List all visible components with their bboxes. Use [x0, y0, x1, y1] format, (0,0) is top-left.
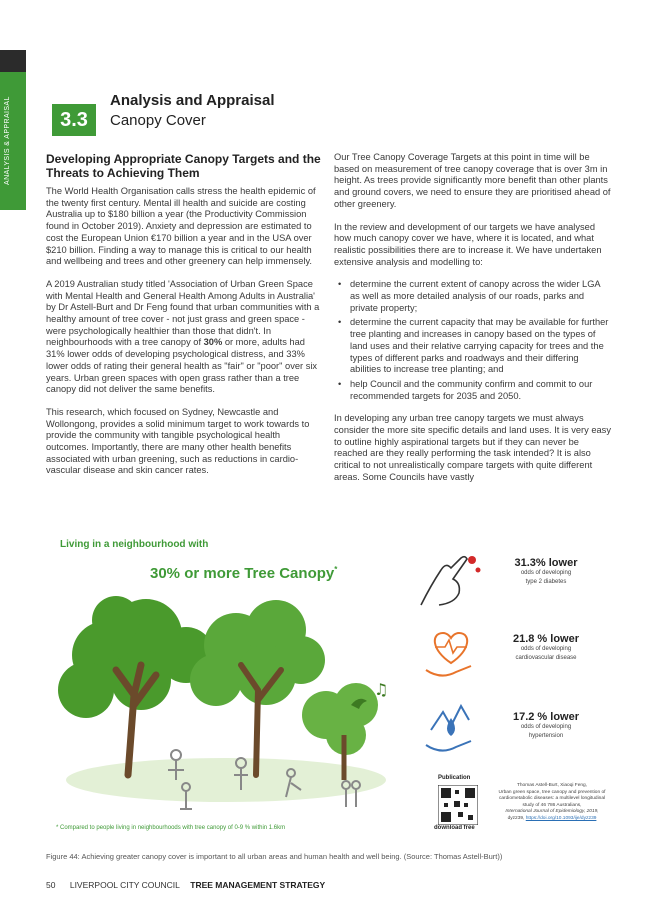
stat-value: 31.3% lower [514, 557, 578, 569]
paragraph-who: The World Health Organisation calls stress the health epidemic of the twenty first century. Mental ill health and suicide are costing Australia up to $180 billion a year (the Productivity Commission found in October 2019). Anxiety and depression are estimated to cost the European Union €170 billion a year and in the USA over $210 billion. Finding a way to manage this is critical to our health and wellbeing and trees and other greenery can help immensely. [46, 186, 316, 267]
paragraph-review: In the review and development of our targets we have analysed how much canopy cover we have, where it is located, and what realistic possibilities there are to increase it. We have undertaken extensive analysis and modelling to: [334, 221, 602, 267]
footer-org: LIVERPOOL CITY COUNCIL [69, 880, 180, 890]
stat-value: 17.2 % lower [512, 711, 580, 723]
stat-desc-line1: odds of developing [520, 570, 572, 576]
bullet-item: • determine the current extent of canopy across the wider LGA as well as more detailed analysis of our roads, parks and private property; [334, 279, 612, 314]
bullet-item: • determine the current capacity that may be available for further tree planting and increases in canopy based on the types of land uses and their relative carrying capacity for trees and the types of different parks and roadways and their differing abilities to increase tree planting; and [334, 317, 612, 376]
figure-caption: Figure 44: Achieving greater canopy cover is important to all urban areas and human health and well being. (Source: Thomas Astell-Burt)) [46, 852, 503, 861]
analysis-bullet-list [334, 279, 612, 402]
section-title: Analysis and Appraisal [110, 92, 275, 109]
infographic-footnote: * Compared to people living in neighbourhoods with tree canopy of 0-9 % within 1.6km [56, 825, 286, 831]
music-note-icon: ♫ [374, 680, 389, 699]
publication-label: Publication [438, 775, 471, 781]
download-free-label[interactable]: download free [434, 825, 475, 831]
blood-pressure-hand-icon [421, 700, 481, 755]
stat-diabetes [486, 557, 606, 586]
trunk-left [116, 665, 156, 775]
stat-desc-line1: odds of developing [520, 646, 572, 652]
stat-value: 21.8 % lower [512, 633, 580, 645]
paragraph-study-part-a: A 2019 Australian study titled 'Association of Urban Green Space with Mental Health and General Health Among Adults in Australia' by Dr Astell-Burt and Dr Feng found that urban communities with a healthy amount of tree cover - not just grass and green space - were psychologically healthier than those that didn't. In neighbourhoods with a tree canopy of [46, 278, 320, 348]
bullet-item: • help Council and the community confirm and commit to our recommended targets for 2035 and 2050. [334, 379, 612, 402]
stat-cardiovascular [486, 633, 606, 662]
left-column [46, 152, 324, 488]
infographic-heading-small: Living in a neighbourhood with [60, 539, 209, 550]
canopy-infographic [46, 535, 606, 840]
tree-right [302, 683, 378, 755]
paragraph-study-part-b: or more, adults had 31% lower odds of developing psychological distress, and 33% lower odds of rating their general health as "fair" or "poor" over six years. Urban green spaces with open grass rather than a tree canopy did not deliver the same benefits. [46, 337, 318, 395]
stat-desc-line2: type 2 diabetes [525, 578, 567, 585]
page-number: 50 [46, 880, 56, 890]
citation-authors: Thomas Astell-Burt, Xiaoqi Feng, [516, 783, 588, 788]
side-tab-marker [0, 50, 26, 72]
page-footer [46, 880, 325, 890]
citation-title: Urban green space, tree canopy and prevention of cardiometabolic diseases: a multilevel longitudinal study of 46 786 Australians, [498, 789, 606, 808]
footer-doc-title: TREE MANAGEMENT STRATEGY [190, 880, 326, 890]
infographic-heading-text: 30% or more Tree Canopy [150, 565, 335, 582]
citation-id: dyz239, [507, 815, 525, 821]
paragraph-study-bold: 30% [203, 337, 223, 348]
section-subtitle: Canopy Cover [110, 112, 206, 129]
left-column-heading: Developing Appropriate Canopy Targets and the Threats to Achieving Them [46, 152, 321, 180]
hand-drop-icon [416, 550, 486, 610]
qr-code-icon[interactable] [438, 785, 478, 825]
infographic-heading-asterisk: * [334, 565, 338, 574]
heart-hand-icon [421, 625, 481, 680]
tree-illustration [46, 575, 406, 835]
section-number-badge: 3.3 [52, 104, 96, 136]
publication-citation [496, 783, 608, 822]
paragraph-study [46, 279, 324, 396]
side-tab-label: ANALYSIS & APPRAISAL [4, 96, 11, 185]
stat-desc-line2: hypertension [528, 732, 564, 739]
ground-shadow [66, 758, 386, 802]
paragraph-developing: In developing any urban tree canopy targets we must always consider the more site specific details and land uses. It is very easy to outline highly aspirational targets but if they can never be reached are they really performing the task intended? It is also critical to not unrealistically compare targets with quite different areas. Some Councils have vastly [334, 413, 611, 482]
stat-desc-line1: odds of developing [520, 724, 572, 730]
citation-doi-link[interactable]: https://doi.org/10.1093/ije/dyz239 [525, 815, 597, 821]
citation-id-line [496, 816, 608, 823]
right-column [334, 152, 612, 495]
stat-hypertension [486, 711, 606, 740]
paragraph-research: This research, which focused on Sydney, Newcastle and Wollongong, provides a solid minimum target to work towards to provide the community with tangible psychological health outcomes. Importantly, there are many other health benefits associated with urban greening, such as reductions in cardio-vascular disease and skin cancer rates. [46, 406, 310, 476]
paragraph-targets: Our Tree Canopy Coverage Targets at this point in time will be based on measurement of tree canopy coverage that is over 3m in height. As trees provide significantly more benefit than other plants and ground covers, we need to ensure they are prioritised ahead of other greenery. [334, 152, 611, 209]
citation-journal: International Journal of Epidemiology, 2019, [505, 809, 599, 814]
stat-desc-line2: cardiovascular disease [515, 654, 577, 661]
